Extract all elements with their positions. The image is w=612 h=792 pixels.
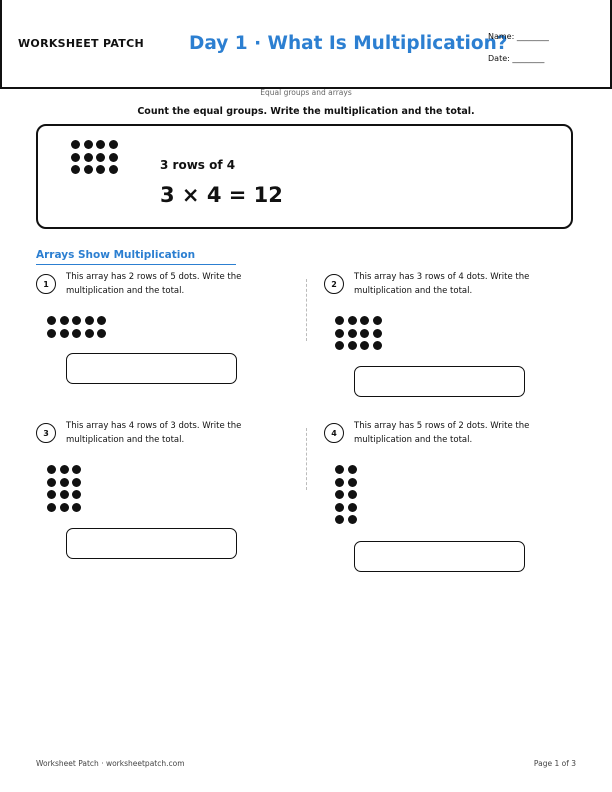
dot <box>335 515 344 524</box>
dot <box>335 490 344 499</box>
dot <box>85 316 94 325</box>
dot <box>109 165 118 174</box>
dot <box>335 478 344 487</box>
column-divider <box>306 428 307 490</box>
dot <box>109 153 118 162</box>
dot <box>85 329 94 338</box>
problem-text: This array has 5 rows of 2 dots. Write the multiplication and the total. <box>354 421 530 445</box>
dot <box>348 515 357 524</box>
answer-box[interactable] <box>66 353 237 384</box>
dot <box>360 316 369 325</box>
dot <box>84 165 93 174</box>
instruction-text: Count the equal groups. Write the multiplication and the total. <box>137 106 475 117</box>
dot <box>335 329 344 338</box>
problem-text: This array has 3 rows of 4 dots. Write the multiplication and the total. <box>354 272 530 296</box>
dot <box>60 465 69 474</box>
section-title: Arrays Show Multiplication <box>36 249 236 265</box>
dot <box>72 329 81 338</box>
dot-array <box>47 316 106 338</box>
dot <box>97 316 106 325</box>
dot <box>96 140 105 149</box>
dot <box>47 490 56 499</box>
dot <box>335 465 344 474</box>
example-equation: 3 × 4 = 12 <box>160 183 283 207</box>
problem-text: This array has 4 rows of 3 dots. Write the multiplication and the total. <box>66 421 242 445</box>
dot <box>360 341 369 350</box>
dot <box>348 465 357 474</box>
dot <box>60 316 69 325</box>
dot <box>71 140 80 149</box>
page-subtitle: Equal groups and arrays <box>260 88 352 97</box>
dot <box>348 478 357 487</box>
dot <box>72 490 81 499</box>
answer-box[interactable] <box>354 541 525 572</box>
dot <box>47 329 56 338</box>
dot-array <box>335 465 357 524</box>
problem-text: This array has 2 rows of 5 dots. Write the multiplication and the total. <box>66 272 242 296</box>
dot <box>360 329 369 338</box>
dot <box>335 316 344 325</box>
dot <box>97 329 106 338</box>
problem-number: 1 <box>36 274 56 294</box>
dot-array <box>47 465 81 512</box>
dot-array <box>335 316 382 350</box>
dot <box>348 316 357 325</box>
dot <box>72 478 81 487</box>
dot <box>71 165 80 174</box>
page-header <box>0 0 612 89</box>
example-dot-array <box>71 140 118 174</box>
dot <box>84 153 93 162</box>
dot <box>72 465 81 474</box>
dot <box>348 329 357 338</box>
dot <box>96 165 105 174</box>
dot <box>84 140 93 149</box>
answer-box[interactable] <box>354 366 525 397</box>
name-field[interactable]: Name: ________ <box>488 32 549 41</box>
problem-number: 2 <box>324 274 344 294</box>
dot <box>60 490 69 499</box>
problem-number: 4 <box>324 423 344 443</box>
dot <box>72 503 81 512</box>
footer-site: Worksheet Patch · worksheetpatch.com <box>36 759 185 768</box>
date-field[interactable]: Date: ________ <box>488 54 545 63</box>
dot <box>47 465 56 474</box>
dot <box>96 153 105 162</box>
column-divider <box>306 279 307 341</box>
brand-name: WORKSHEET PATCH <box>18 37 144 50</box>
dot <box>47 316 56 325</box>
dot <box>335 503 344 512</box>
answer-box[interactable] <box>66 528 237 559</box>
dot <box>109 140 118 149</box>
dot <box>348 503 357 512</box>
dot <box>348 490 357 499</box>
dot <box>373 316 382 325</box>
dot <box>348 341 357 350</box>
example-label: 3 rows of 4 <box>160 158 236 172</box>
page-title: Day 1 · What Is Multiplication? <box>189 33 508 54</box>
footer-page-number: Page 1 of 3 <box>533 759 576 768</box>
dot <box>373 329 382 338</box>
dot <box>373 341 382 350</box>
dot <box>60 503 69 512</box>
dot <box>72 316 81 325</box>
dot <box>335 341 344 350</box>
dot <box>60 329 69 338</box>
example-box <box>36 124 573 229</box>
dot <box>47 503 56 512</box>
problem-number: 3 <box>36 423 56 443</box>
dot <box>60 478 69 487</box>
dot <box>47 478 56 487</box>
dot <box>71 153 80 162</box>
